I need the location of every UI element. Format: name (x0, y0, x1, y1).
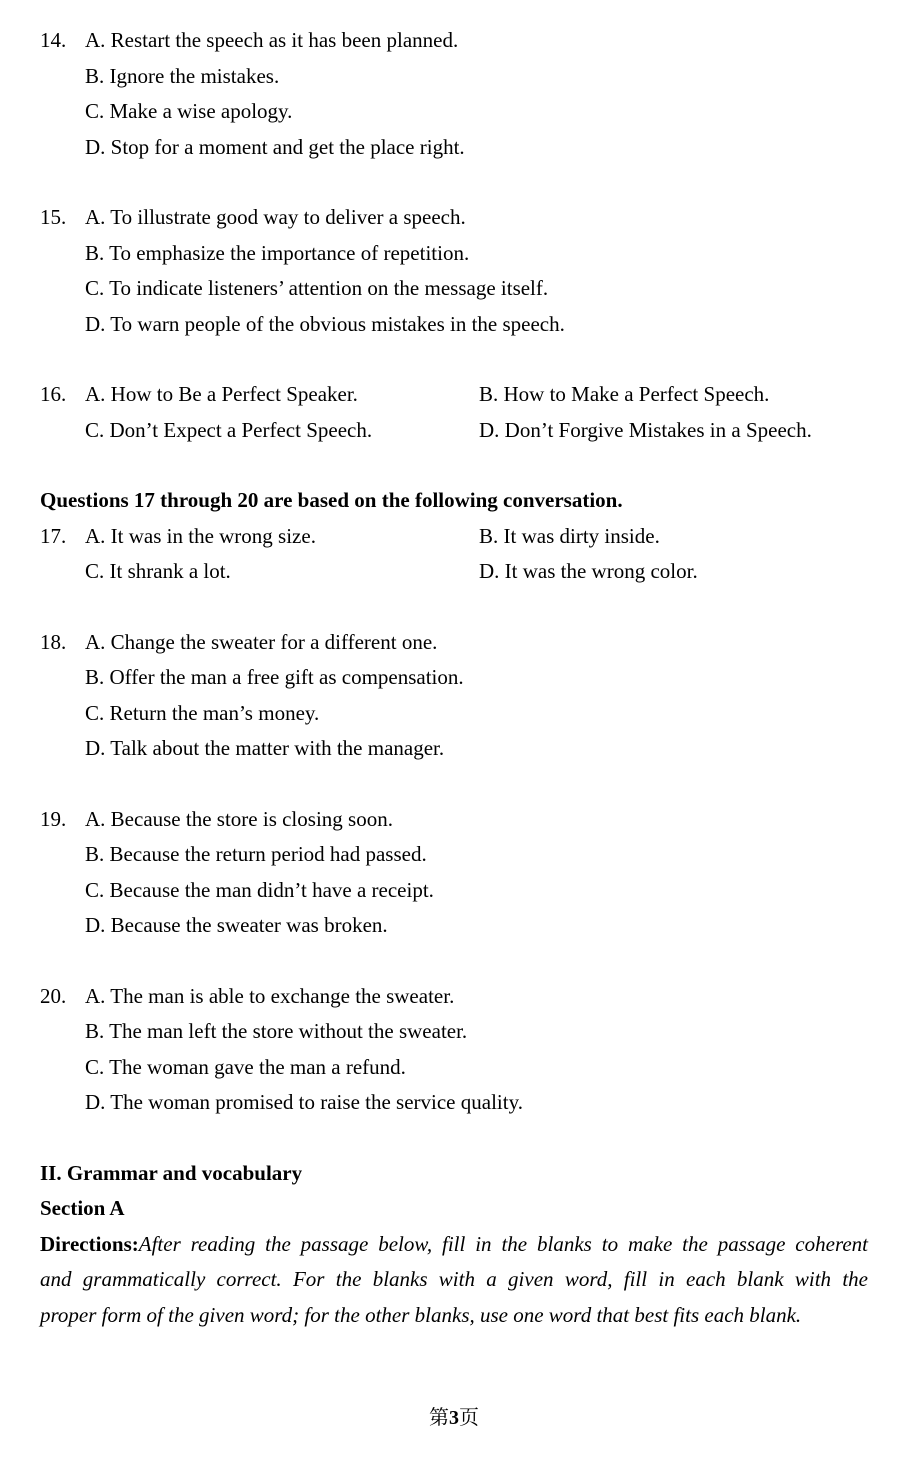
option-d: D. The woman promised to raise the service quality. (85, 1090, 523, 1114)
option-d: D. Stop for a moment and get the place right. (85, 134, 465, 159)
question-options (85, 519, 868, 590)
footer-prefix: 第 (429, 1407, 449, 1429)
option-b: B. Ignore the mistakes. (85, 63, 280, 88)
option-b: B. It was dirty inside. (479, 523, 660, 548)
question-number: 17. (40, 523, 67, 548)
option-b: B. Offer the man a free gift as compensation. (85, 665, 464, 689)
grammar-section-a-label: Section A (40, 1196, 125, 1220)
option-a: A. Restart the speech as it has been planned. (85, 28, 459, 52)
question-options (85, 625, 868, 767)
directions-line-3 (40, 1298, 868, 1334)
grammar-section-title: II. Grammar and vocabulary (40, 1160, 303, 1185)
question-number: 18. (40, 629, 67, 654)
directions-text: After reading the passage below, fill in the blanks to make the passage coherent (138, 1231, 868, 1256)
directions-line-2 (40, 1262, 868, 1298)
option-b: B. The man left the store without the sweater. (85, 1019, 468, 1043)
question-14 (40, 23, 868, 165)
question-20 (40, 979, 868, 1121)
option-a: A. Because the store is closing soon. (85, 806, 393, 831)
question-number: 14. (40, 28, 67, 52)
question-number: 15. (40, 205, 67, 229)
option-d: D. Don’t Forgive Mistakes in a Speech. (479, 417, 812, 442)
option-a: A. The man is able to exchange the sweater. (85, 983, 455, 1008)
page-footer (40, 1403, 868, 1433)
option-b: B. To emphasize the importance of repetition. (85, 240, 470, 265)
question-options (85, 377, 868, 448)
conversation-group-heading: Questions 17 through 20 are based on the following conversation. (40, 488, 623, 512)
option-c: C. It shrank a lot. (85, 559, 231, 583)
option-a: A. Change the sweater for a different one. (85, 629, 438, 654)
option-c: C. Return the man’s money. (85, 700, 320, 725)
option-c: C. To indicate listeners’ attention on the message itself. (85, 276, 549, 300)
directions-text: and grammatically correct. For the blanks with a given word, fill in each blank with the (40, 1267, 868, 1291)
option-c: C. Don’t Expect a Perfect Speech. (85, 417, 373, 442)
question-number: 20. (40, 983, 67, 1008)
question-17 (40, 519, 868, 590)
directions-label: Directions: (40, 1231, 139, 1256)
option-a: A. To illustrate good way to deliver a speech. (85, 205, 466, 229)
option-c: C. Make a wise apology. (85, 99, 293, 123)
option-a: A. It was in the wrong size. (85, 523, 316, 548)
option-d: D. Talk about the matter with the manager. (85, 736, 445, 760)
question-options (85, 979, 868, 1121)
footer-suffix: 页 (459, 1407, 479, 1429)
question-number: 16. (40, 382, 67, 406)
footer-page-number: 3 (449, 1407, 459, 1429)
option-d: D. Because the sweater was broken. (85, 913, 388, 937)
option-d: D. It was the wrong color. (479, 559, 698, 583)
question-16 (40, 377, 868, 448)
directions-line-1 (40, 1227, 868, 1263)
question-number: 19. (40, 806, 67, 831)
question-18 (40, 625, 868, 767)
directions-text: proper form of the given word; for the other blanks, use one word that best fits each blank. (40, 1302, 802, 1327)
option-c: C. The woman gave the man a refund. (85, 1054, 406, 1079)
option-b: B. How to Make a Perfect Speech. (479, 382, 770, 406)
question-19 (40, 802, 868, 944)
option-d: D. To warn people of the obvious mistakes in the speech. (85, 311, 565, 336)
option-c: C. Because the man didn’t have a receipt. (85, 877, 434, 902)
question-options (85, 802, 868, 944)
option-a: A. How to Be a Perfect Speaker. (85, 382, 358, 406)
question-options (85, 23, 868, 165)
question-15 (40, 200, 868, 342)
option-b: B. Because the return period had passed. (85, 842, 427, 866)
question-options (85, 200, 868, 342)
